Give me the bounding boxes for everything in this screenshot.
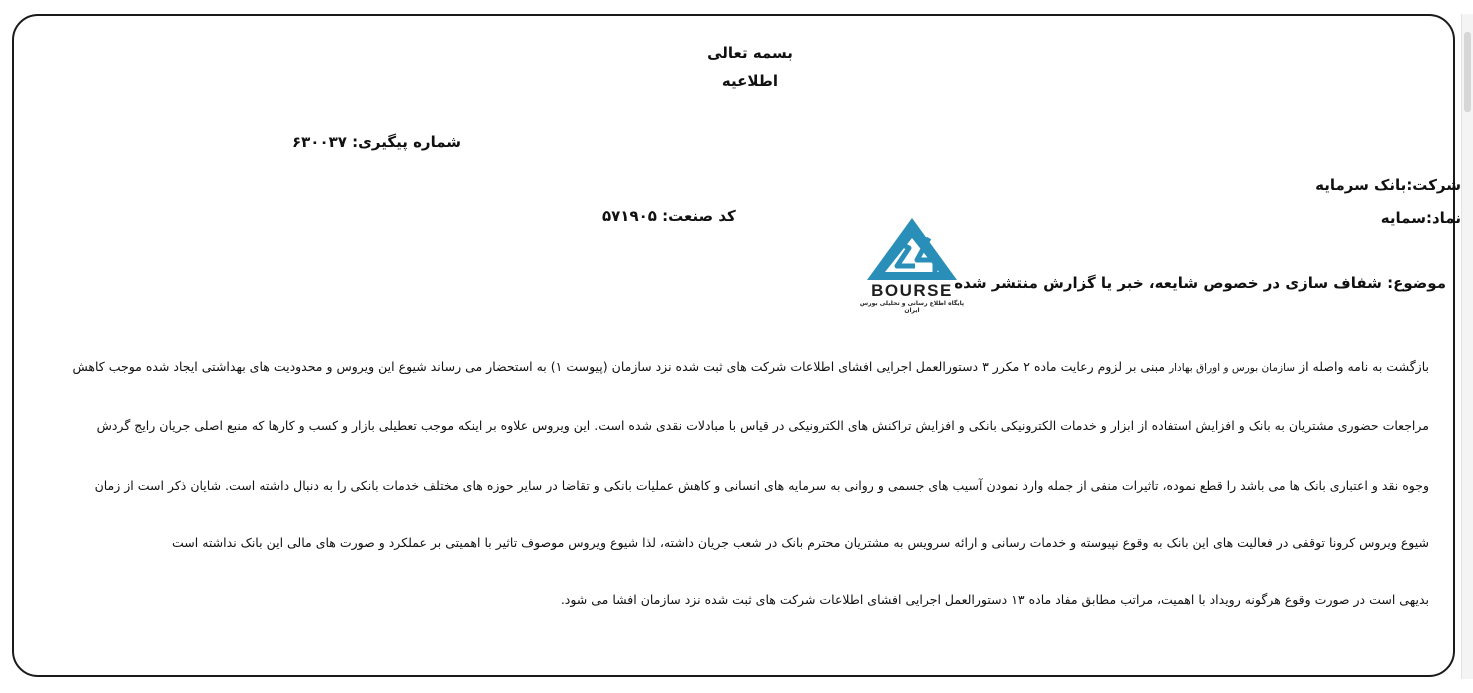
subject-value: شفاف سازی در خصوص شایعه، خبر یا گزارش منتشر شده: [954, 274, 1382, 292]
document-type-title: اطلاعیه: [721, 72, 779, 90]
bourse24-logo-icon: [853, 214, 971, 312]
tracking-number-label: شماره پیگیری:: [352, 133, 462, 151]
industry-code-label: کد صنعت:: [662, 207, 736, 225]
tracking-number-value: ۶۳۰۰۳۷: [292, 133, 347, 151]
body-line-5: بدیهی است در صورت وقوع هرگونه رویداد با اهمیت، مراتب مطابق مفاد ماده ۱۳ دستورالعمل اجرایی افشای اطلاعات شرکت های ثبت شده نزد سازمان افشا می شود.: [560, 592, 1429, 607]
body-line-4: شیوع ویروس کرونا توقفی در فعالیت های این بانک به وقوع نپیوسته و خدمات رسانی و ارائه سرویس به مشتریان محترم بانک در شعب جریان داشته، لذا شیوع ویروس موصوف تاثیر با اهمیتی بر عملکرد و صورت های مالی این بانک نداشته است: [172, 535, 1429, 550]
body-line-3: وجوه نقد و اعتباری بانک ها می باشد را قطع نموده، تاثیرات منفی از جمله وارد نمودن آسیب های جسمی و روانی به سرمایه های انسانی و کاهش عملیات بانکی و تقاضا در سایر حوزه های مختلف خدمات بانکی را به دنبال داشته است. شایان ذکر است از زمان: [94, 478, 1429, 493]
logo-caption: پایگاه اطلاع رسانی و تحلیلی بورس ایران: [859, 300, 965, 314]
bourse24-logo-graphic: [853, 214, 971, 300]
subject-label: موضوع:: [1387, 274, 1446, 292]
company-field: [1315, 176, 1461, 194]
tracking-number: [292, 133, 461, 151]
symbol-field: [1381, 209, 1461, 227]
body-line-1-org: سازمان بورس و اوراق بهادار: [1169, 362, 1296, 374]
vertical-scrollbar[interactable]: [1461, 14, 1473, 679]
company-label: شرکت:: [1406, 176, 1461, 194]
subject-field: [954, 274, 1446, 292]
industry-code-field: [602, 207, 736, 225]
document-frame: [12, 14, 1455, 677]
document-heading: بسمه تعالی: [707, 44, 793, 62]
logo-wordmark: BOURSE: [871, 281, 953, 300]
body-line-1-end: مبنی بر لزوم رعایت ماده ۲ مکرر ۳ دستورالعمل اجرایی افشای اطلاعات شرکت های ثبت شده نزد سازمان (پیوست ۱) به استحضار می رساند شیوع این ویروس و محدودیت های بهداشتی ایجاد شده موجب کاهش: [72, 359, 1166, 374]
symbol-value: سمایه: [1380, 209, 1426, 227]
body-line-2: مراجعات حضوری مشتریان به بانک و افزایش استفاده از ابزار و خدمات الکترونیکی بانکی و افزایش تراکنش های الکترونیکی در قیاس با مبادلات نقدی شده است. این ویروس علاوه بر اینکه موجب تعطیلی بازار و کسب و کارها که منبع اصلی جریان رایج گردش: [96, 418, 1429, 433]
body-line-1-start: بازگشت به نامه واصله از: [1299, 359, 1429, 374]
symbol-label: نماد:: [1425, 209, 1461, 227]
company-value: بانک سرمایه: [1315, 176, 1407, 194]
body-line-1: [72, 359, 1429, 374]
industry-code-value: ۵۷۱۹۰۵: [602, 207, 657, 225]
scrollbar-thumb[interactable]: [1464, 32, 1471, 112]
